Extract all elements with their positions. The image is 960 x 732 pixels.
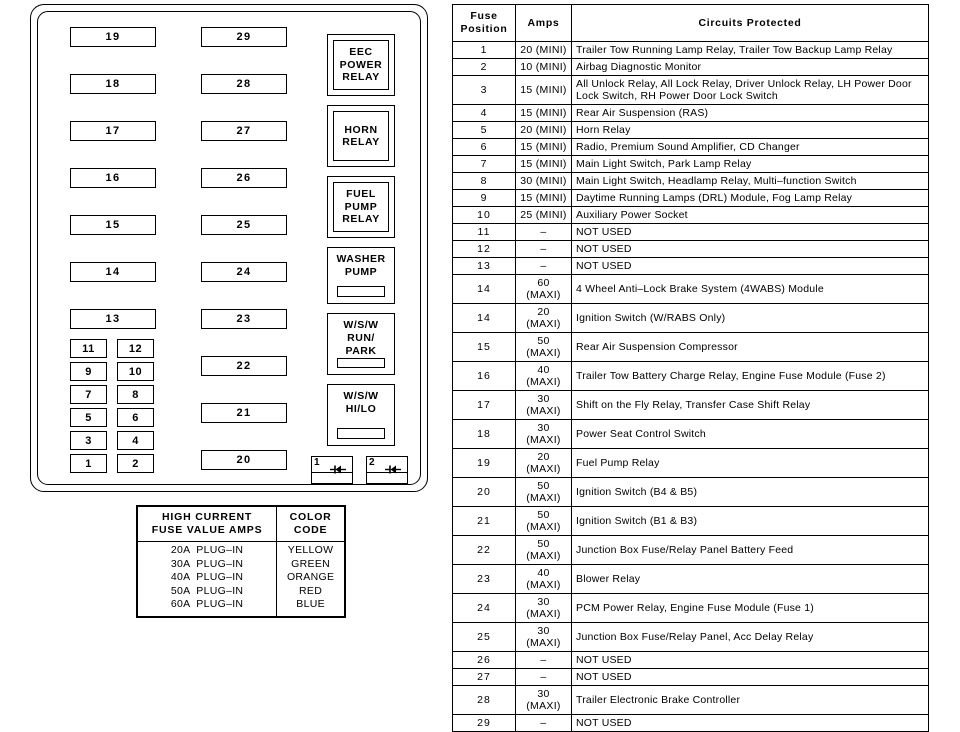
table-row xyxy=(453,207,929,224)
cell-fuse-position: 19 xyxy=(453,449,516,478)
fuse-slot-29[interactable]: 29 xyxy=(201,27,287,47)
fuse-table-element xyxy=(452,4,929,732)
relay-horn[interactable] xyxy=(327,105,395,167)
cell-circuits-protected: Radio, Premium Sound Amplifier, CD Changer xyxy=(572,139,929,156)
cell-amps: 50 (MAXI) xyxy=(516,333,572,362)
pump-label-line: PUMP xyxy=(344,266,378,278)
legend-body-row xyxy=(138,542,345,617)
table-row xyxy=(453,241,929,258)
relay-label-line: EEC xyxy=(349,46,373,59)
relay-label-line: PUMP xyxy=(344,200,378,213)
cell-amps: 20 (MAXI) xyxy=(516,449,572,478)
table-row xyxy=(453,333,929,362)
fuse-reference-table xyxy=(452,4,928,732)
fuse-slot-20[interactable]: 20 xyxy=(201,450,287,470)
fuse-slot-9[interactable]: 9 xyxy=(70,362,107,381)
cell-circuits-protected: Main Light Switch, Headlamp Relay, Multi–function Switch xyxy=(572,173,929,190)
legend-header-amps xyxy=(138,507,277,542)
header-amps: Amps xyxy=(516,5,572,42)
cell-fuse-position: 2 xyxy=(453,59,516,76)
table-row xyxy=(453,669,929,686)
fuse-slot-15[interactable]: 15 xyxy=(70,215,156,235)
cell-circuits-protected: Junction Box Fuse/Relay Panel Battery Feed xyxy=(572,536,929,565)
cell-fuse-position: 14 xyxy=(453,275,516,304)
fuse-slot-17[interactable]: 17 xyxy=(70,121,156,141)
cell-circuits-protected: Rear Air Suspension (RAS) xyxy=(572,105,929,122)
cell-circuits-protected: Auxiliary Power Socket xyxy=(572,207,929,224)
legend-color-list xyxy=(281,544,340,612)
cell-amps: 20 (MINI) xyxy=(516,122,572,139)
cell-circuits-protected: Trailer Tow Running Lamp Relay, Trailer Tow Backup Lamp Relay xyxy=(572,42,929,59)
cell-circuits-protected: NOT USED xyxy=(572,258,929,275)
fuse-slot-8[interactable]: 8 xyxy=(117,385,154,404)
table-row xyxy=(453,449,929,478)
cell-circuits-protected: NOT USED xyxy=(572,652,929,669)
diode-number: 1 xyxy=(314,457,320,468)
fuse-slot-5[interactable]: 5 xyxy=(70,408,107,427)
washer-pump-label xyxy=(336,253,385,279)
cell-fuse-position: 15 xyxy=(453,333,516,362)
cell-fuse-position: 24 xyxy=(453,594,516,623)
cell-amps: 30 (MAXI) xyxy=(516,623,572,652)
cell-fuse-position: 14 xyxy=(453,304,516,333)
cell-amps: 30 (MAXI) xyxy=(516,420,572,449)
table-row xyxy=(453,715,929,732)
cell-circuits-protected: Rear Air Suspension Compressor xyxy=(572,333,929,362)
pump-label-line: RUN/ xyxy=(347,332,375,344)
fuse-slot-3[interactable]: 3 xyxy=(70,431,107,450)
relay-label-line: RELAY xyxy=(342,71,380,84)
relay-label-line: POWER xyxy=(339,58,383,71)
cell-amps: 60 (MAXI) xyxy=(516,275,572,304)
cell-fuse-position: 6 xyxy=(453,139,516,156)
cell-fuse-position: 13 xyxy=(453,258,516,275)
fuse-slot-21[interactable]: 21 xyxy=(201,403,287,423)
table-row xyxy=(453,275,929,304)
legend-amps-item: 60A PLUG–IN xyxy=(170,598,244,610)
fuse-slot-16[interactable]: 16 xyxy=(70,168,156,188)
cell-circuits-protected: Main Light Switch, Park Lamp Relay xyxy=(572,156,929,173)
legend-header-color xyxy=(277,507,345,542)
fuse-slot-27[interactable]: 27 xyxy=(201,121,287,141)
cell-circuits-protected: Blower Relay xyxy=(572,565,929,594)
legend-header-amps-line1: HIGH CURRENT xyxy=(162,511,253,523)
diode-box-1[interactable] xyxy=(311,456,353,484)
cell-fuse-position: 1 xyxy=(453,42,516,59)
cell-fuse-position: 12 xyxy=(453,241,516,258)
table-row xyxy=(453,304,929,333)
legend-color-item: ORANGE xyxy=(286,571,335,583)
table-row xyxy=(453,156,929,173)
pump-label-line: WASHER xyxy=(336,253,386,265)
table-row xyxy=(453,42,929,59)
cell-circuits-protected: Shift on the Fly Relay, Transfer Case Shift Relay xyxy=(572,391,929,420)
cell-amps: 15 (MINI) xyxy=(516,139,572,156)
table-row xyxy=(453,623,929,652)
cell-amps: – xyxy=(516,258,572,275)
relay-eec-power-inner xyxy=(333,40,389,90)
legend-amps-item: 20A PLUG–IN xyxy=(170,544,244,556)
cell-amps: – xyxy=(516,241,572,258)
cell-amps: 15 (MINI) xyxy=(516,190,572,207)
table-row xyxy=(453,565,929,594)
table-row xyxy=(453,59,929,76)
fuse-slot-10[interactable]: 10 xyxy=(117,362,154,381)
legend-header-color-line1: COLOR xyxy=(289,511,332,523)
cell-circuits-protected: Ignition Switch (W/RABS Only) xyxy=(572,304,929,333)
relay-label-line: HORN xyxy=(344,123,378,136)
table-row xyxy=(453,139,929,156)
cell-amps: 50 (MAXI) xyxy=(516,507,572,536)
cell-circuits-protected: NOT USED xyxy=(572,224,929,241)
table-row xyxy=(453,391,929,420)
cell-circuits-protected: NOT USED xyxy=(572,669,929,686)
fuse-slot-7[interactable]: 7 xyxy=(70,385,107,404)
cell-fuse-position: 3 xyxy=(453,76,516,105)
cell-amps: 25 (MINI) xyxy=(516,207,572,224)
legend-amps-item: 40A PLUG–IN xyxy=(170,571,244,583)
fuse-slot-2[interactable]: 2 xyxy=(117,454,154,473)
cell-amps: 15 (MINI) xyxy=(516,105,572,122)
cell-amps: 40 (MAXI) xyxy=(516,565,572,594)
cell-circuits-protected: Airbag Diagnostic Monitor xyxy=(572,59,929,76)
cell-fuse-position: 10 xyxy=(453,207,516,224)
cell-fuse-position: 23 xyxy=(453,565,516,594)
fuse-slot-18[interactable]: 18 xyxy=(70,74,156,94)
cell-amps: – xyxy=(516,224,572,241)
diode-box-2[interactable] xyxy=(366,456,408,484)
cell-circuits-protected: Ignition Switch (B1 & B3) xyxy=(572,507,929,536)
cell-fuse-position: 26 xyxy=(453,652,516,669)
pump-label-line: W/S/W xyxy=(343,390,379,402)
header-fuse-position xyxy=(453,5,516,42)
legend-header-color-line2: CODE xyxy=(293,524,328,536)
wsw-hi-lo-slot[interactable] xyxy=(337,428,385,439)
table-row xyxy=(453,507,929,536)
fuse-panel-diagram xyxy=(30,4,430,494)
table-row xyxy=(453,190,929,207)
cell-fuse-position: 4 xyxy=(453,105,516,122)
table-row xyxy=(453,536,929,565)
fuse-slot-26[interactable]: 26 xyxy=(201,168,287,188)
fuse-slot-13[interactable]: 13 xyxy=(70,309,156,329)
table-row xyxy=(453,362,929,391)
legend-amps-cell xyxy=(138,542,277,617)
cell-circuits-protected: Junction Box Fuse/Relay Panel, Acc Delay Relay xyxy=(572,623,929,652)
table-row xyxy=(453,76,929,105)
fuse-slot-22[interactable]: 22 xyxy=(201,356,287,376)
fuse-slot-28[interactable]: 28 xyxy=(201,74,287,94)
cell-circuits-protected: Horn Relay xyxy=(572,122,929,139)
cell-fuse-position: 18 xyxy=(453,420,516,449)
pump-label-line: PARK xyxy=(345,345,377,357)
cell-circuits-protected: 4 Wheel Anti–Lock Brake System (4WABS) Module xyxy=(572,275,929,304)
cell-fuse-position: 27 xyxy=(453,669,516,686)
cell-fuse-position: 5 xyxy=(453,122,516,139)
table-row xyxy=(453,105,929,122)
legend-table-element xyxy=(137,506,345,617)
legend-header-amps-line2: FUSE VALUE AMPS xyxy=(151,524,263,536)
cell-circuits-protected: PCM Power Relay, Engine Fuse Module (Fuse 1) xyxy=(572,594,929,623)
cell-circuits-protected: Power Seat Control Switch xyxy=(572,420,929,449)
relay-label-line: RELAY xyxy=(342,136,380,148)
table-row xyxy=(453,258,929,275)
table-row xyxy=(453,686,929,715)
cell-circuits-protected: Trailer Electronic Brake Controller xyxy=(572,686,929,715)
legend-color-item: GREEN xyxy=(291,557,331,570)
pump-label-line: W/S/W xyxy=(343,319,379,331)
fuse-slot-23[interactable]: 23 xyxy=(201,309,287,329)
high-current-fuse-legend xyxy=(136,505,346,618)
fuse-slot-4[interactable]: 4 xyxy=(117,431,154,450)
cell-circuits-protected: Ignition Switch (B4 & B5) xyxy=(572,478,929,507)
relay-label-line: RELAY xyxy=(342,213,380,226)
cell-circuits-protected: NOT USED xyxy=(572,241,929,258)
wsw-run-park-box[interactable] xyxy=(327,313,395,375)
washer-pump-box[interactable] xyxy=(327,247,395,304)
cell-fuse-position: 7 xyxy=(453,156,516,173)
cell-circuits-protected: Fuel Pump Relay xyxy=(572,449,929,478)
cell-amps: 30 (MAXI) xyxy=(516,391,572,420)
cell-amps: 30 (MINI) xyxy=(516,173,572,190)
cell-amps: – xyxy=(516,669,572,686)
relay-eec-power[interactable] xyxy=(327,34,395,96)
legend-amps-item: 30A PLUG–IN xyxy=(170,557,244,570)
fuse-slot-25[interactable]: 25 xyxy=(201,215,287,235)
cell-circuits-protected: Daytime Running Lamps (DRL) Module, Fog Lamp Relay xyxy=(572,190,929,207)
cell-fuse-position: 29 xyxy=(453,715,516,732)
cell-fuse-position: 8 xyxy=(453,173,516,190)
fuse-slot-24[interactable]: 24 xyxy=(201,262,287,282)
fuse-slot-1[interactable]: 1 xyxy=(70,454,107,473)
cell-amps: – xyxy=(516,715,572,732)
cell-amps: 40 (MAXI) xyxy=(516,362,572,391)
cell-circuits-protected: Trailer Tow Battery Charge Relay, Engine Fuse Module (Fuse 2) xyxy=(572,362,929,391)
table-row xyxy=(453,420,929,449)
cell-fuse-position: 20 xyxy=(453,478,516,507)
wsw-hi-lo-box[interactable] xyxy=(327,384,395,446)
cell-amps: 30 (MAXI) xyxy=(516,594,572,623)
legend-color-item: BLUE xyxy=(296,598,325,610)
relay-fuel-pump[interactable] xyxy=(327,176,395,238)
legend-header-row xyxy=(138,507,345,542)
wsw-run-park-label xyxy=(343,319,378,358)
relay-label-line: FUEL xyxy=(346,188,376,201)
relay-fuel-pump-inner xyxy=(333,182,389,232)
cell-circuits-protected: All Unlock Relay, All Lock Relay, Driver Unlock Relay, LH Power Door Lock Switch, RH Power Door Lock Switch xyxy=(572,76,929,105)
fuse-slot-14[interactable]: 14 xyxy=(70,262,156,282)
table-row xyxy=(453,122,929,139)
pump-label-line: HI/LO xyxy=(345,403,377,415)
legend-color-cell xyxy=(277,542,345,617)
cell-amps: 50 (MAXI) xyxy=(516,478,572,507)
legend-amps-item: 50A PLUG–IN xyxy=(170,584,244,597)
washer-pump-slot[interactable] xyxy=(337,286,385,297)
cell-fuse-position: 28 xyxy=(453,686,516,715)
cell-amps: 20 (MAXI) xyxy=(516,304,572,333)
cell-fuse-position: 25 xyxy=(453,623,516,652)
relay-horn-inner xyxy=(333,111,389,161)
diode-icon xyxy=(385,465,401,474)
fuse-slot-12[interactable]: 12 xyxy=(117,339,154,358)
fuse-slot-19[interactable]: 19 xyxy=(70,27,156,47)
cell-circuits-protected: NOT USED xyxy=(572,715,929,732)
cell-fuse-position: 9 xyxy=(453,190,516,207)
cell-fuse-position: 11 xyxy=(453,224,516,241)
cell-fuse-position: 21 xyxy=(453,507,516,536)
table-row xyxy=(453,652,929,669)
cell-fuse-position: 22 xyxy=(453,536,516,565)
header-fuse-position-line2: Position xyxy=(460,23,508,35)
table-row xyxy=(453,594,929,623)
diode-icon xyxy=(330,465,346,474)
fuse-table-header-row xyxy=(453,5,929,42)
cell-amps: 30 (MAXI) xyxy=(516,686,572,715)
cell-amps: 15 (MINI) xyxy=(516,156,572,173)
header-fuse-position-line1: Fuse xyxy=(470,10,498,22)
header-circuits-protected: Circuits Protected xyxy=(572,5,929,42)
cell-amps: – xyxy=(516,652,572,669)
cell-fuse-position: 16 xyxy=(453,362,516,391)
fuse-slot-11[interactable]: 11 xyxy=(70,339,107,358)
table-row xyxy=(453,478,929,507)
wsw-run-park-slot[interactable] xyxy=(337,358,385,368)
legend-color-item: RED xyxy=(299,584,323,597)
wsw-hi-lo-label xyxy=(343,390,378,416)
cell-amps: 10 (MINI) xyxy=(516,59,572,76)
legend-amps-list xyxy=(142,544,272,612)
cell-amps: 50 (MAXI) xyxy=(516,536,572,565)
cell-amps: 15 (MINI) xyxy=(516,76,572,105)
fuse-slot-6[interactable]: 6 xyxy=(117,408,154,427)
cell-amps: 20 (MINI) xyxy=(516,42,572,59)
fuse-table-body xyxy=(453,42,929,732)
table-row xyxy=(453,224,929,241)
cell-fuse-position: 17 xyxy=(453,391,516,420)
legend-color-item: YELLOW xyxy=(287,544,334,556)
table-row xyxy=(453,173,929,190)
diode-number: 2 xyxy=(369,457,375,468)
